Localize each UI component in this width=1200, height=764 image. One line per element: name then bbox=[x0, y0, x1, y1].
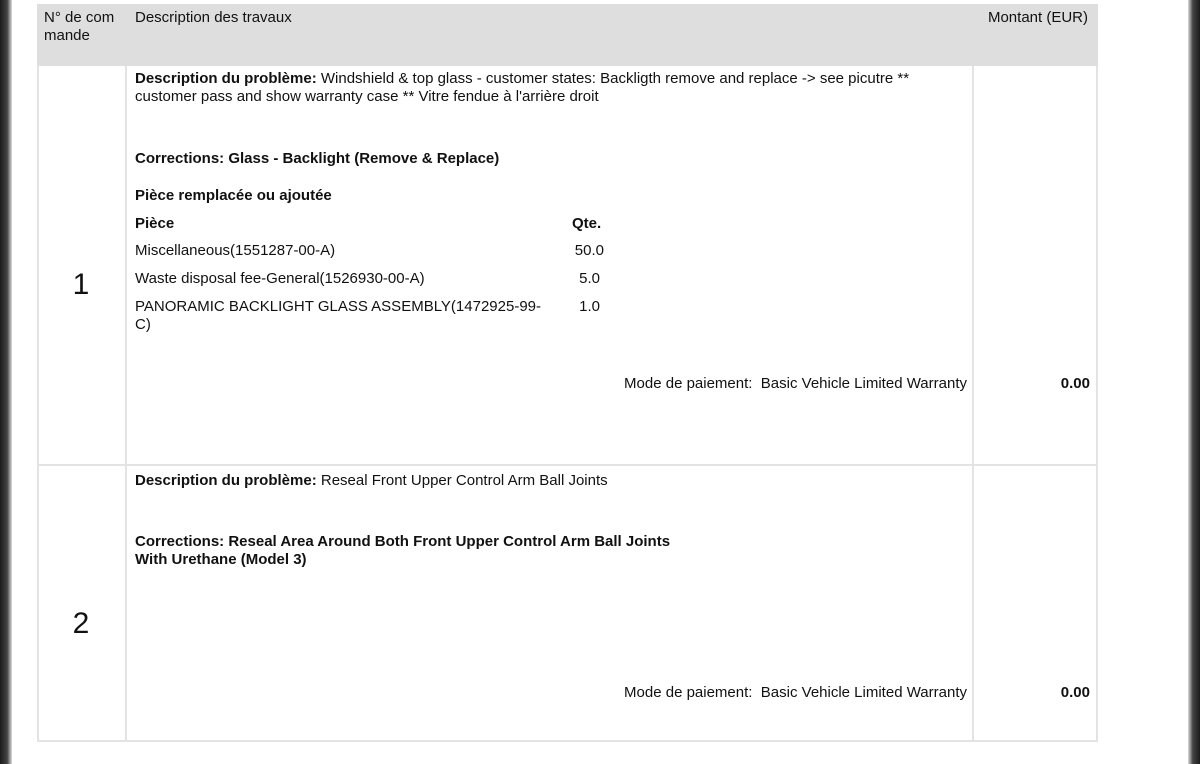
right-shadow-edge bbox=[1188, 0, 1200, 764]
parts-col-qty: Qte. bbox=[572, 215, 602, 232]
header-amount: Montant (EUR) bbox=[987, 9, 1088, 26]
header-description: Description des travaux bbox=[135, 9, 292, 26]
part-qty: 50.0 bbox=[574, 242, 604, 259]
left-shadow-edge bbox=[0, 0, 12, 764]
part-qty: 1.0 bbox=[579, 298, 600, 315]
parts-col-part: Pièce bbox=[135, 215, 175, 232]
payment-method bbox=[624, 375, 967, 393]
problem-label: Description du problème: bbox=[135, 472, 317, 489]
problem-text: Windshield & top glass - customer states: Backligth remove and replace -> see picutre ** customer pass and show warranty case ** Vitre fendue à l'arrière droit bbox=[135, 70, 910, 105]
payment-value: Basic Vehicle Limited Warranty bbox=[760, 684, 967, 701]
corrections: Corrections: Glass - Backlight (Remove & Replace) bbox=[135, 150, 500, 167]
header-order-number: N° de commande bbox=[44, 9, 115, 44]
payment-value: Basic Vehicle Limited Warranty bbox=[760, 375, 967, 392]
table-border-right bbox=[1096, 66, 1098, 742]
row-amount: 0.00 bbox=[1060, 684, 1090, 701]
table-header bbox=[37, 4, 1098, 66]
problem-description bbox=[135, 472, 970, 490]
column-divider-2 bbox=[972, 66, 974, 742]
order-number: 1 bbox=[72, 268, 90, 301]
problem-label: Description du problème: bbox=[135, 70, 317, 87]
part-qty: 5.0 bbox=[579, 270, 600, 287]
work-order-table bbox=[37, 4, 1098, 742]
payment-method bbox=[624, 684, 967, 702]
payment-label: Mode de paiement: bbox=[624, 684, 753, 701]
column-divider-1 bbox=[125, 66, 127, 742]
part-name: Miscellaneous(1551287-00-A) bbox=[135, 242, 336, 259]
corrections: Corrections: Reseal Area Around Both Front Upper Control Arm Ball Joints With Urethane (Model 3) bbox=[135, 533, 671, 568]
problem-text: Reseal Front Upper Control Arm Ball Joints bbox=[316, 472, 608, 489]
order-number: 2 bbox=[72, 607, 90, 640]
row-divider bbox=[37, 464, 1098, 466]
payment-label: Mode de paiement: bbox=[624, 375, 753, 392]
row-amount: 0.00 bbox=[1060, 375, 1090, 392]
part-name: Waste disposal fee-General(1526930-00-A) bbox=[135, 270, 425, 287]
table-border-bottom bbox=[37, 740, 1098, 742]
problem-description bbox=[135, 70, 970, 106]
part-name: PANORAMIC BACKLIGHT GLASS ASSEMBLY(1472925-99-C) bbox=[135, 298, 541, 333]
parts-heading: Pièce remplacée ou ajoutée bbox=[135, 187, 332, 204]
